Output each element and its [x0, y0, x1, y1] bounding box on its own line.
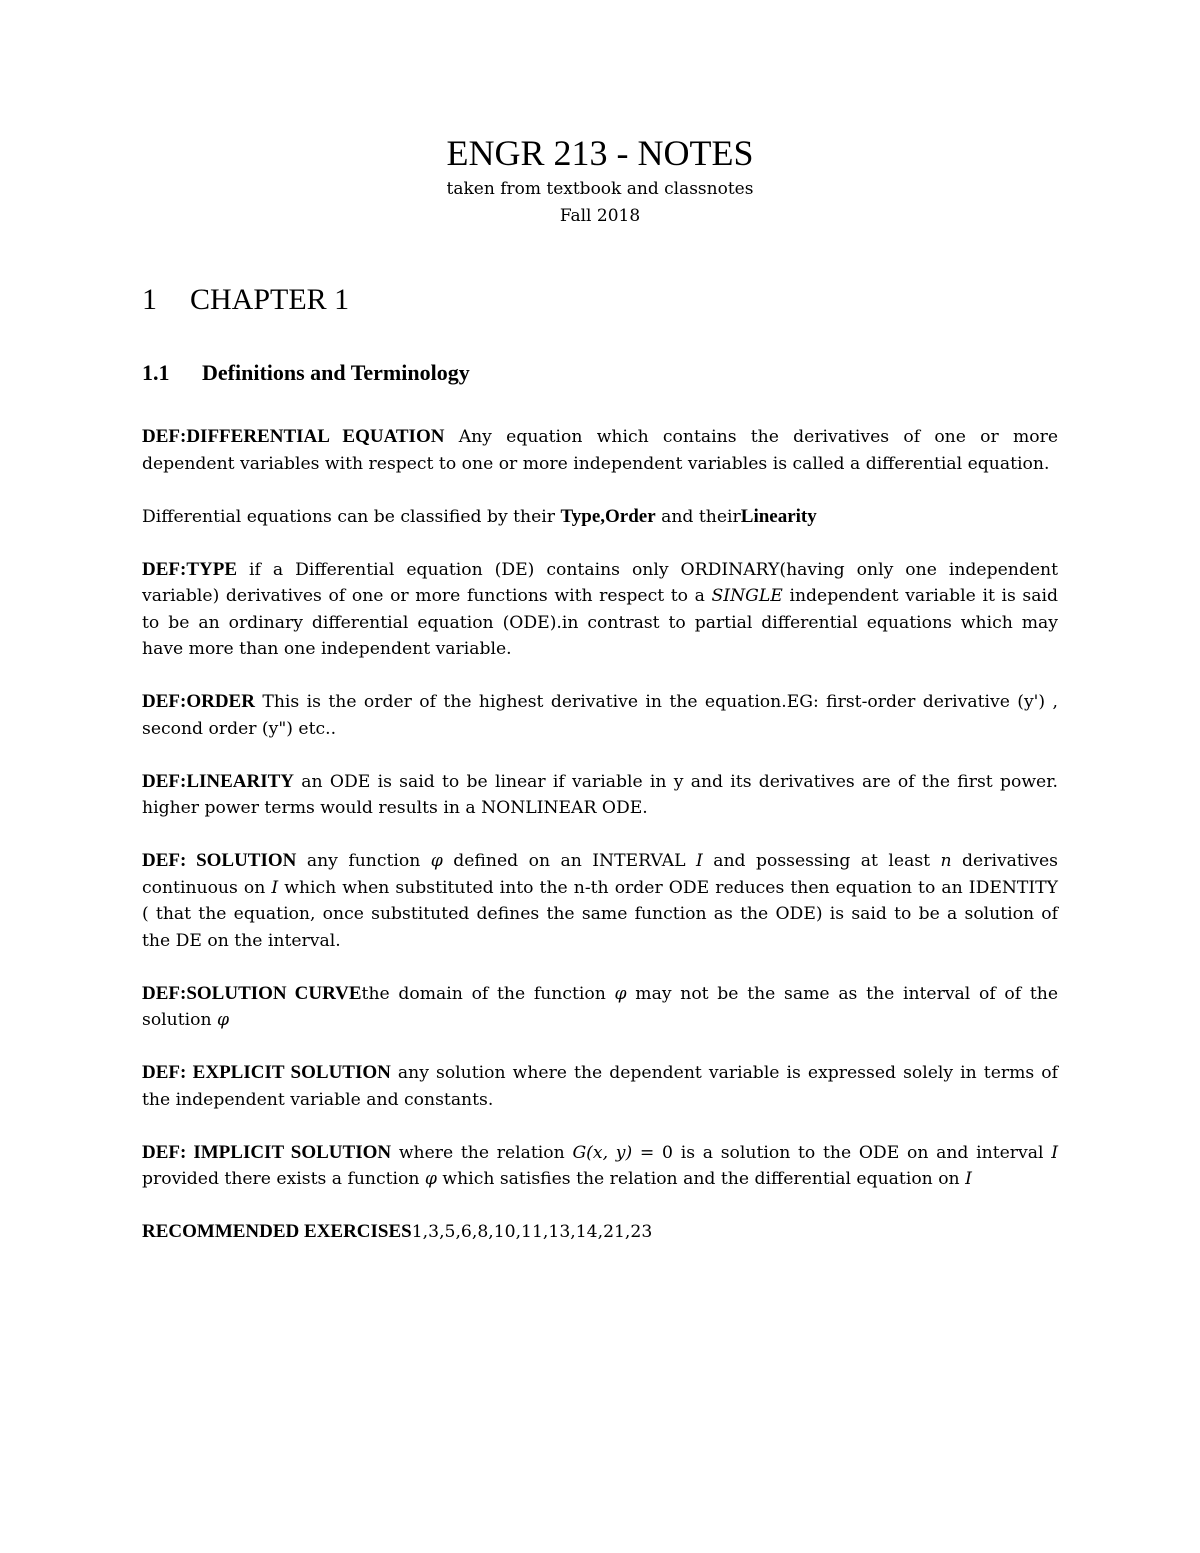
- paragraph-implicit-solution: [142, 1140, 1058, 1193]
- definition-text: any function: [296, 851, 431, 871]
- document-subtitle: taken from textbook and classnotes: [446, 179, 754, 199]
- document-body: [142, 424, 1058, 1272]
- subsection-heading: [142, 358, 470, 388]
- definition-term: DEF:TYPE: [142, 558, 237, 580]
- math-symbol: n: [940, 851, 952, 871]
- math-symbol: φ: [424, 1169, 437, 1189]
- definition-term: DEF: SOLUTION: [142, 850, 297, 871]
- paragraph-linearity: [142, 769, 1058, 822]
- definition-text: if a Differential equation (DE) contains only ORDINARY(having only one independent variable) derivatives of one or more functions with respect to a: [142, 559, 1058, 606]
- document-date: Fall 2018: [559, 206, 641, 226]
- definition-text: which satisfies the relation and the differential equation on: [436, 1169, 966, 1189]
- definition-text: Any equation which contains the derivatives of one or more dependent variables with respect to one or more independent variables is called a differential equation.: [142, 427, 1059, 474]
- definition-text: defined on an INTERVAL: [442, 851, 696, 871]
- section-number: 1: [142, 283, 157, 316]
- definition-term: DEF:DIFFERENTIAL EQUATION: [142, 426, 445, 447]
- paragraph-text: Differential equations can be classified by their: [142, 506, 561, 527]
- paragraph-exercises: [142, 1219, 1058, 1246]
- section-title: CHAPTER 1: [190, 283, 350, 316]
- subsection-number: 1.1: [142, 360, 170, 385]
- definition-term: DEF:ORDER: [142, 691, 255, 712]
- paragraph-solution-curve: [142, 981, 1058, 1034]
- math-symbol: φ: [217, 1010, 230, 1030]
- title-block: [0, 130, 1200, 230]
- definition-text: This is the order of the highest derivative in the equation.EG: first-order derivative (y') , second order (y") etc..: [142, 692, 1058, 739]
- math-symbol: I: [1051, 1142, 1058, 1163]
- emphasized-term: Linearity: [740, 505, 817, 527]
- definition-term: DEF:LINEARITY: [142, 770, 295, 792]
- math-symbol: φ: [614, 983, 627, 1004]
- math-expression: G(x, y): [572, 1142, 633, 1163]
- paragraph-differential-equation: [142, 424, 1058, 477]
- definition-text: any solution where the dependent variable is expressed solely in terms of the independent variable and constants.: [142, 1063, 1058, 1110]
- math-symbol: I: [695, 851, 703, 871]
- definition-text: independent variable it is said to be an ordinary differential equation (ODE).in contrast to partial differential equations which may have more than one independent variable.: [142, 586, 1059, 659]
- subsection-title: Definitions and Terminology: [202, 360, 470, 385]
- definition-text: the domain of the function: [361, 983, 615, 1004]
- definition-text: which when substituted into the n-th order ODE reduces then equation to an IDENTITY ( that the equation, once substituted defines the same function as the ODE) is said to be a solution of the DE on the interval.: [142, 877, 1058, 951]
- document-title: ENGR 213 - NOTES: [446, 133, 754, 173]
- exercises-list: 1,3,5,6,8,10,11,13,14,21,23: [411, 1222, 653, 1242]
- definition-text: = 0 is a solution to the ODE on and interval: [632, 1142, 1052, 1163]
- definition-term: DEF: EXPLICIT SOLUTION: [142, 1062, 391, 1083]
- definition-term: DEF: IMPLICIT SOLUTION: [142, 1141, 392, 1163]
- definition-text: may not be the same as the interval of of the solution: [142, 983, 1058, 1030]
- math-symbol: φ: [430, 851, 443, 871]
- exercises-label: RECOMMENDED EXERCISES: [142, 1221, 412, 1242]
- paragraph-text: and their: [655, 506, 741, 527]
- definition-text: derivatives continuous on: [142, 851, 1059, 898]
- section-heading: [142, 280, 349, 320]
- definition-term: DEF:SOLUTION CURVE: [142, 982, 362, 1004]
- paragraph-classification: [142, 504, 1058, 531]
- paragraph-explicit-solution: [142, 1060, 1058, 1113]
- definition-text: and possessing at least: [702, 851, 941, 871]
- definition-text: an ODE is said to be linear if variable in y and its derivatives are of the first power. higher power terms would results in a NONLINEAR ODE.: [142, 771, 1058, 818]
- emphasized-term: Type,Order: [560, 505, 656, 527]
- italic-emphasis: SINGLE: [711, 586, 783, 606]
- paragraph-order: [142, 689, 1058, 742]
- math-symbol: I: [271, 877, 279, 898]
- definition-text: provided there exists a function: [142, 1169, 425, 1189]
- paragraph-type: [142, 557, 1058, 663]
- definition-text: where the relation: [391, 1142, 573, 1163]
- math-symbol: I: [965, 1169, 972, 1189]
- paragraph-solution: [142, 848, 1058, 954]
